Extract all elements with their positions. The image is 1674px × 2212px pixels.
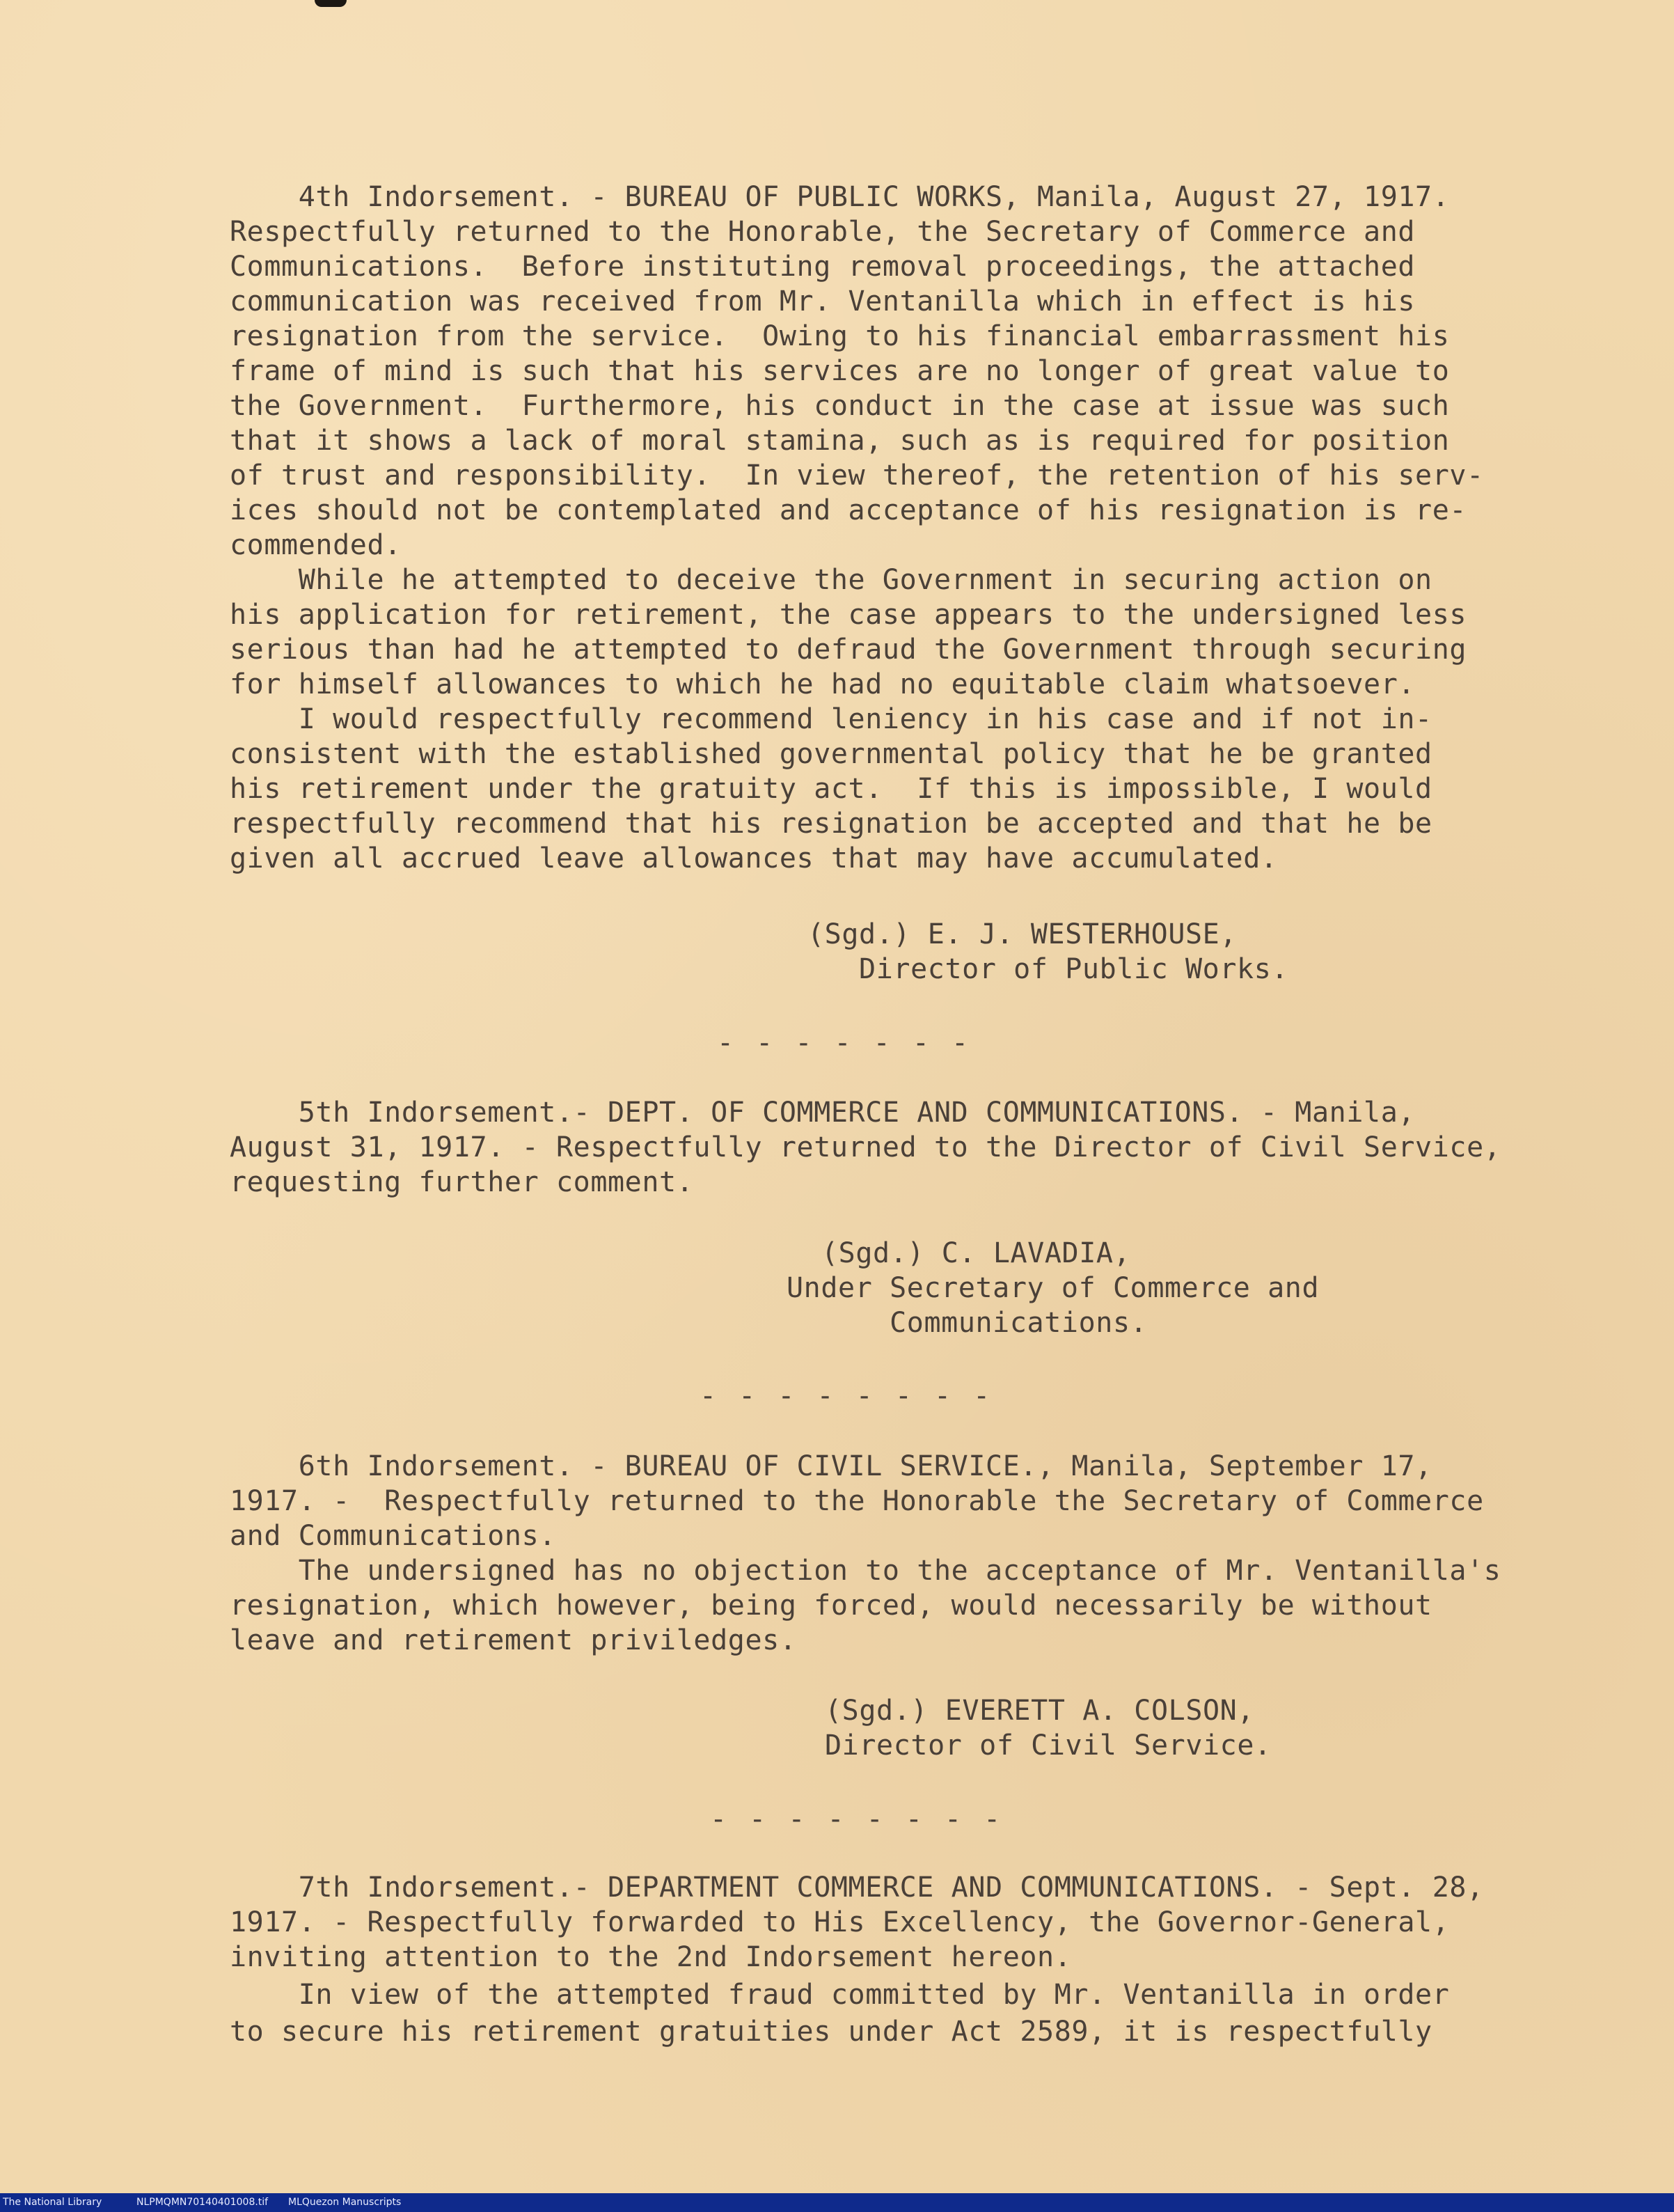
text-line: that it shows a lack of moral stamina, such as is required for position: [230, 425, 1450, 457]
text-line: given all accrued leave allowances that may have accumulated.: [230, 842, 1278, 874]
text-line: 1917. - Respectfully returned to the Honorable the Secretary of Commerce: [230, 1485, 1484, 1517]
text-line: 7th Indorsement.- DEPARTMENT COMMERCE AND COMMUNICATIONS. - Sept. 28,: [230, 1872, 1484, 1904]
signature-title: Director of Civil Service.: [825, 1729, 1272, 1762]
text-line: 6th Indorsement. - BUREAU OF CIVIL SERVICE., Manila, September 17,: [230, 1450, 1432, 1482]
text-line: communication was received from Mr. Ventanilla which in effect is his: [230, 285, 1416, 317]
text-line: August 31, 1917. - Respectfully returned to the Director of Civil Service,: [230, 1131, 1501, 1163]
text-line: ices should not be contemplated and acceptance of his resignation is re-: [230, 494, 1467, 526]
footer-collection: MLQuezon Manuscripts: [288, 2197, 402, 2208]
text-line: requesting further comment.: [230, 1166, 694, 1198]
footer-filename: NLPMQMN70140401008.tif: [136, 2197, 269, 2208]
text-line: consistent with the established governmental policy that he be granted: [230, 738, 1432, 770]
section-separator: - - - - - - - -: [710, 1803, 1004, 1835]
text-line: his application for retirement, the case appears to the undersigned less: [230, 599, 1467, 631]
text-line: the Government. Furthermore, his conduct in the case at issue was such: [230, 390, 1450, 422]
text-line: serious than had he attempted to defraud the Government through securing: [230, 634, 1467, 666]
text-line: Communications. Before instituting removal proceedings, the attached: [230, 251, 1416, 283]
signature-name: (Sgd.) C. LAVADIA,: [821, 1237, 1131, 1269]
text-line: commended.: [230, 529, 402, 561]
text-line: 1917. - Respectfully forwarded to His Excellency, the Governor-General,: [230, 1906, 1450, 1938]
text-line: In view of the attempted fraud committed by Mr. Ventanilla in order: [230, 1979, 1450, 2011]
text-line: and Communications.: [230, 1520, 556, 1552]
text-line: The undersigned has no objection to the acceptance of Mr. Ventanilla's: [230, 1555, 1501, 1587]
text-line: resignation, which however, being forced, would necessarily be without: [230, 1590, 1432, 1622]
section-separator: - - - - - - -: [717, 1027, 972, 1059]
text-line: his retirement under the gratuity act. If this is impossible, I would: [230, 773, 1432, 805]
text-line: frame of mind is such that his services are no longer of great value to: [230, 355, 1450, 387]
text-line: 5th Indorsement.- DEPT. OF COMMERCE AND COMMUNICATIONS. - Manila,: [230, 1097, 1416, 1129]
text-line: respectfully recommend that his resignation be accepted and that he be: [230, 808, 1432, 840]
text-line: While he attempted to deceive the Government in securing action on: [230, 564, 1432, 596]
text-line: I would respectfully recommend leniency in his case and if not in-: [230, 703, 1432, 735]
text-line: inviting attention to the 2nd Indorsement hereon.: [230, 1941, 1072, 1973]
text-line: Respectfully returned to the Honorable, the Secretary of Commerce and: [230, 216, 1416, 248]
text-line: of trust and responsibility. In view thereof, the retention of his serv-: [230, 460, 1484, 492]
text-line: resignation from the service. Owing to his financial embarrassment his: [230, 320, 1450, 352]
text-line: to secure his retirement gratuities under Act 2589, it is respectfully: [230, 2016, 1432, 2048]
archive-footer-bar: [0, 2193, 1674, 2212]
signature-title: Communications.: [787, 1307, 1148, 1339]
punch-hole: [315, 0, 347, 7]
text-line: 4th Indorsement. - BUREAU OF PUBLIC WORKS, Manila, August 27, 1917.: [230, 181, 1450, 213]
signature-title: Director of Public Works.: [807, 953, 1289, 985]
signature-name: (Sgd.) E. J. WESTERHOUSE,: [807, 918, 1238, 950]
signature-name: (Sgd.) EVERETT A. COLSON,: [825, 1695, 1255, 1727]
signature-title: Under Secretary of Commerce and: [787, 1272, 1320, 1304]
footer-library: The National Library: [3, 2197, 102, 2208]
text-line: for himself allowances to which he had no equitable claim whatsoever.: [230, 668, 1416, 700]
section-separator: - - - - - - - -: [700, 1380, 993, 1412]
text-line: leave and retirement priviledges.: [230, 1624, 797, 1656]
